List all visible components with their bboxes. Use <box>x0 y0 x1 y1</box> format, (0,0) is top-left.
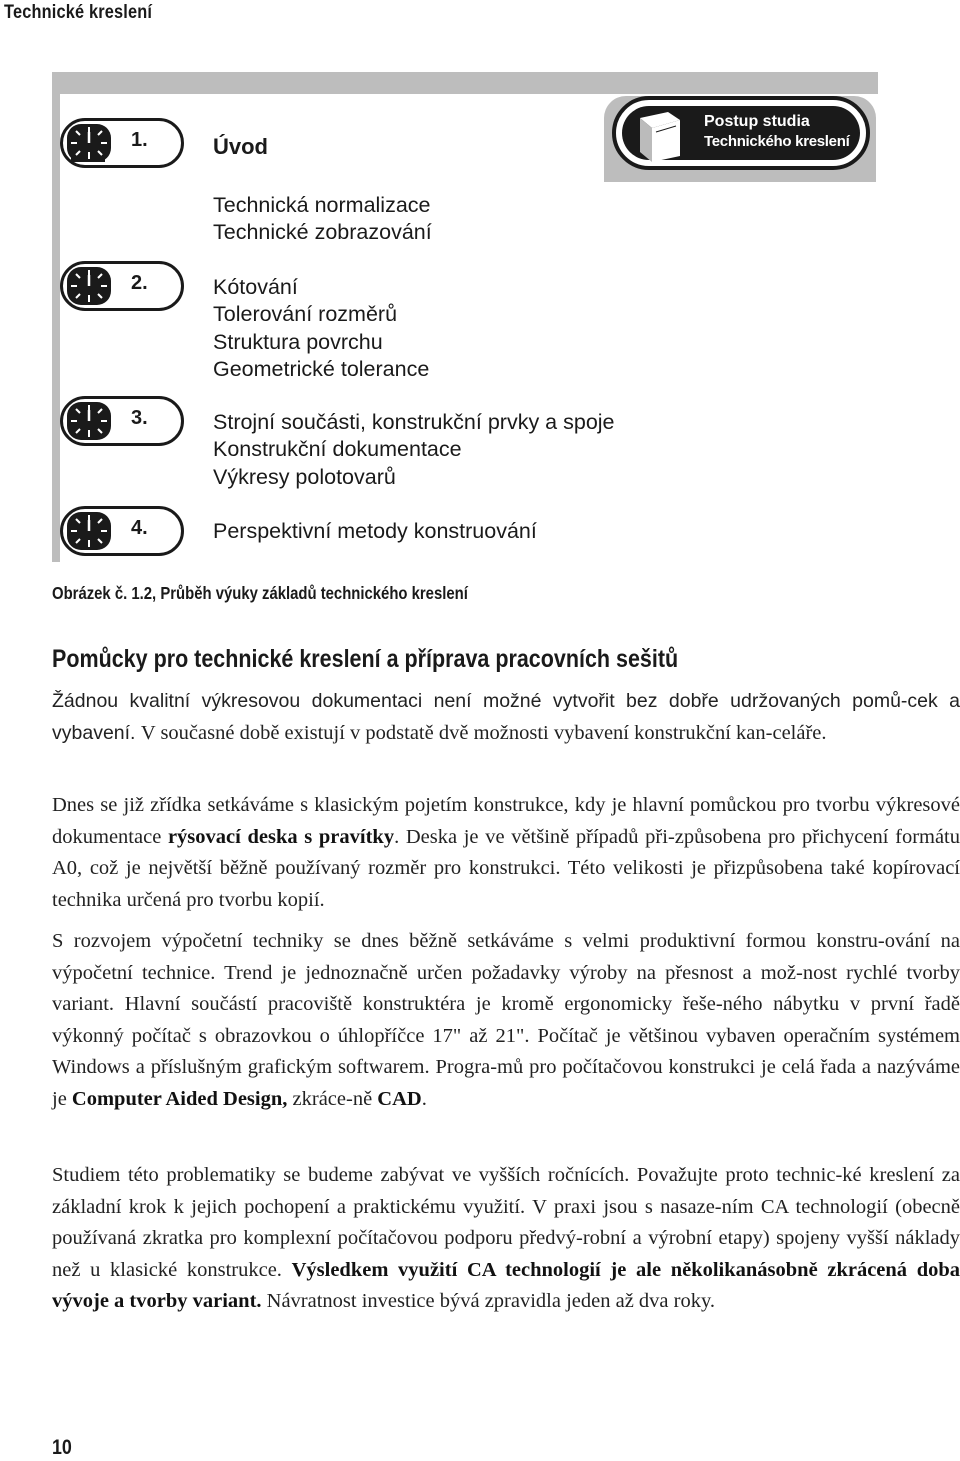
step-2-topics <box>213 274 429 383</box>
paragraph-text: Studiem této problematiky se budeme zabývat ve vyšších ročnících. Považujte proto technic-ké kreslení za základní krok k jejich pochopení a praktickému využití. V praxi jsou s nasaze-ním CA technologií (obecně používaná zkratka pro komplexní počítačovou podporu předvý-robní a výrobní etapy) spojeny vyšší náklady než u klasické konstrukce. <box>52 1164 960 1281</box>
emphasis: rýsovací deska s pravítky <box>167 825 395 848</box>
book-icon <box>630 108 690 164</box>
running-header: Technické kreslení <box>4 2 153 23</box>
paragraph-intro <box>52 686 960 749</box>
topic-line: Struktura povrchu <box>213 329 383 354</box>
stopwatch-icon <box>67 267 127 305</box>
step-badge-2 <box>60 261 184 311</box>
topic-line: Strojní součásti, konstrukční prvky a spoje <box>213 410 615 434</box>
step-3-topics <box>213 409 615 491</box>
paragraph-text: Dnes se již zřídka setkáváme s klasickým pojetím konstrukce, kdy je hlavní pomůckou pro tvorbu výkresové dokumentace <box>52 794 960 848</box>
paragraph-cad <box>52 926 960 1115</box>
paragraph-text: . <box>421 1087 427 1110</box>
emphasis: Výsledkem využití CA technologií je ale několikanásobně zkrácená doba vývoje a tvorby variant. <box>52 1258 960 1312</box>
topic-line: Výkresy polotovarů <box>213 464 396 489</box>
topic-line: Tolerování rozměrů <box>213 302 398 327</box>
stopwatch-icon <box>67 512 127 550</box>
topic-line: Technická normalizace <box>213 193 431 217</box>
badge-subtitle: Technického kreslení <box>704 133 850 150</box>
paragraph-text: zkráce-ně <box>287 1087 378 1110</box>
emphasis: Computer Aided Design, <box>71 1087 288 1110</box>
section-heading: Pomůcky pro technické kreslení a příprava pracovních sešitů <box>52 645 679 673</box>
paragraph-text: . Deska je ve většině případů při-způsobena pro přichycení formátu A0, což je největší běžně používaný rozměr pro konstrukci. Této velikosti je přizpůsobena také kopírovací technika určená pro tvorbu kopií. <box>52 825 960 911</box>
study-badge <box>612 96 870 170</box>
topic-line: Perspektivní metody konstruování <box>213 519 537 543</box>
topic-line: Technické zobrazování <box>213 220 432 245</box>
topic-line: Konstrukční dokumentace <box>213 437 462 462</box>
figure-caption: Obrázek č. 1.2, Průběh výuky základů technického kreslení <box>52 583 468 603</box>
step-number: 2. <box>131 272 148 294</box>
step-number: 3. <box>131 407 148 429</box>
lead-sentence: Žádnou kvalitní výkresovou dokumentaci není možné vytvořit bez dobře udržovaných pomů-cek a vybavení. <box>52 690 960 744</box>
step-title: Úvod <box>213 134 268 159</box>
stopwatch-icon <box>67 402 127 440</box>
stopwatch-icon <box>67 124 127 162</box>
badge-inner <box>622 106 860 160</box>
step-4-topics <box>213 518 537 545</box>
paragraph-text: S rozvojem výpočetní techniky se dnes běžně setkáváme s velmi produktivní formou konstru-ování na výpočetní technice. Trend je jednoznačně určen požadavky výroby na přesnost a mož-nost rychlé tvorby variant. Hlavní součástí pracoviště konstruktéra je kromě ergonomicky řeše-ného nábytku v první řadě výkonný počítač s obrazovkou o úhlopříčce 17" až 21". Počítač je většinou vybaven operačním systémem Windows a příslušným grafickým softwarem. Progra-mů pro počítačovou konstrukci je celá řada a nazýváme je <box>52 930 960 1110</box>
paragraph-text: V současné době existují v podstatě dvě možnosti vybavení konstrukční kan-celáře. <box>140 721 827 744</box>
topic-line: Kótování <box>213 275 298 299</box>
topic-line: Geometrické tolerance <box>213 356 430 381</box>
paragraph-text: Návratnost investice bývá zpravidla jeden až dva roky. <box>261 1290 716 1312</box>
step-number: 4. <box>131 517 148 539</box>
paragraph-classic <box>52 790 960 916</box>
step-badge-3 <box>60 396 184 446</box>
badge-title: Postup studia <box>704 113 810 130</box>
emphasis: CAD <box>377 1087 422 1110</box>
step-badge-4 <box>60 506 184 556</box>
step-badge-1 <box>60 118 184 168</box>
step-number: 1. <box>131 129 148 151</box>
paragraph-study <box>52 1160 960 1318</box>
page-number: 10 <box>52 1436 72 1459</box>
step-1-topics <box>213 192 432 247</box>
